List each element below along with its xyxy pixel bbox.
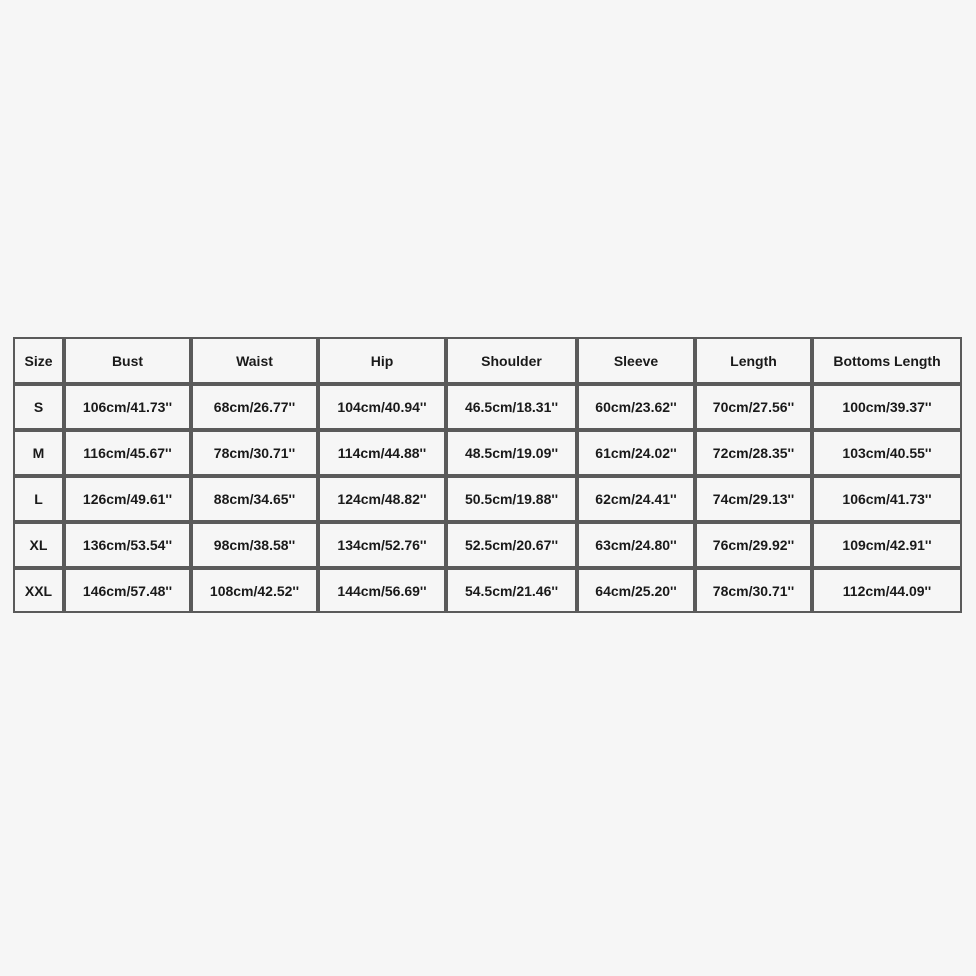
table-cell: 63cm/24.80'' xyxy=(576,521,694,567)
table-cell: 106cm/41.73'' xyxy=(63,383,190,429)
size-label-cell: S xyxy=(13,383,63,429)
table-cell: 61cm/24.02'' xyxy=(576,429,694,475)
header-cell-bust: Bust xyxy=(63,337,190,383)
table-cell: 78cm/30.71'' xyxy=(190,429,317,475)
table-cell: 52.5cm/20.67'' xyxy=(445,521,576,567)
size-label-cell: L xyxy=(13,475,63,521)
table-cell: 108cm/42.52'' xyxy=(190,567,317,613)
header-cell-hip: Hip xyxy=(317,337,445,383)
table-cell: 116cm/45.67'' xyxy=(63,429,190,475)
table-cell: 109cm/42.91'' xyxy=(811,521,962,567)
header-cell-bottoms-length: Bottoms Length xyxy=(811,337,962,383)
table-row xyxy=(13,429,962,475)
table-row xyxy=(13,475,962,521)
size-chart-table xyxy=(13,337,962,613)
table-cell: 146cm/57.48'' xyxy=(63,567,190,613)
table-cell: 68cm/26.77'' xyxy=(190,383,317,429)
table-cell: 144cm/56.69'' xyxy=(317,567,445,613)
table-cell: 112cm/44.09'' xyxy=(811,567,962,613)
header-cell-length: Length xyxy=(694,337,811,383)
table-cell: 134cm/52.76'' xyxy=(317,521,445,567)
table-cell: 70cm/27.56'' xyxy=(694,383,811,429)
table-cell: 114cm/44.88'' xyxy=(317,429,445,475)
table-cell: 50.5cm/19.88'' xyxy=(445,475,576,521)
table-cell: 54.5cm/21.46'' xyxy=(445,567,576,613)
table-cell: 62cm/24.41'' xyxy=(576,475,694,521)
header-cell-waist: Waist xyxy=(190,337,317,383)
table-cell: 124cm/48.82'' xyxy=(317,475,445,521)
table-row xyxy=(13,567,962,613)
header-cell-sleeve: Sleeve xyxy=(576,337,694,383)
header-cell-size: Size xyxy=(13,337,63,383)
header-cell-shoulder: Shoulder xyxy=(445,337,576,383)
table-cell: 74cm/29.13'' xyxy=(694,475,811,521)
table-cell: 78cm/30.71'' xyxy=(694,567,811,613)
size-label-cell: M xyxy=(13,429,63,475)
table-cell: 103cm/40.55'' xyxy=(811,429,962,475)
table-cell: 60cm/23.62'' xyxy=(576,383,694,429)
table-cell: 64cm/25.20'' xyxy=(576,567,694,613)
table-cell: 98cm/38.58'' xyxy=(190,521,317,567)
table-cell: 46.5cm/18.31'' xyxy=(445,383,576,429)
header-row xyxy=(13,337,962,383)
table-cell: 104cm/40.94'' xyxy=(317,383,445,429)
table-cell: 126cm/49.61'' xyxy=(63,475,190,521)
table-row xyxy=(13,521,962,567)
table-cell: 76cm/29.92'' xyxy=(694,521,811,567)
size-label-cell: XL xyxy=(13,521,63,567)
table-cell: 72cm/28.35'' xyxy=(694,429,811,475)
table-cell: 100cm/39.37'' xyxy=(811,383,962,429)
table-cell: 136cm/53.54'' xyxy=(63,521,190,567)
table-cell: 106cm/41.73'' xyxy=(811,475,962,521)
table-cell: 48.5cm/19.09'' xyxy=(445,429,576,475)
size-label-cell: XXL xyxy=(13,567,63,613)
table-cell: 88cm/34.65'' xyxy=(190,475,317,521)
table-row xyxy=(13,383,962,429)
